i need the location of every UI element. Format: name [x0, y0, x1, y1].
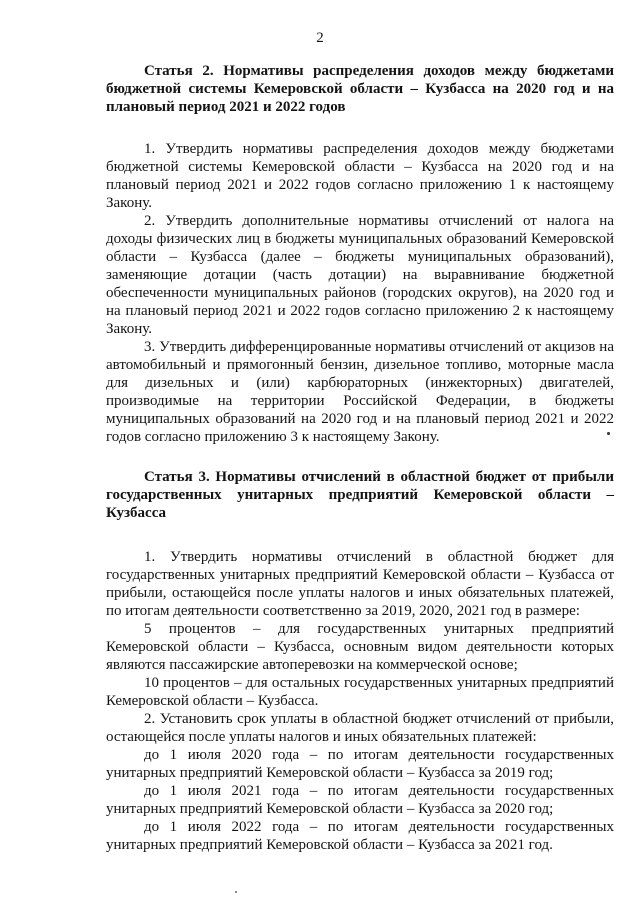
scan-speck [235, 891, 237, 893]
article-2-paragraph-1: 1. Утвердить нормативы распределения доходов между бюджетами бюджетной системы Кемеровской области – Кузбасса на 2020 год и на плановый период 2021 и 2022 годов согласно приложению 1 к настоящему Закону. [106, 141, 614, 211]
article-3-deadline-2022: до 1 июля 2022 года – по итогам деятельности государственных унитарных предприятий Кемеровской области – Кузбасса за 2021 год. [106, 819, 614, 853]
article-2-paragraph-3: 3. Утвердить дифференцированные нормативы отчислений от акцизов на автомобильный и прямогонный бензин, дизельное топливо, моторные масла для дизельных и (или) карбюраторных (инжекторных) двигателей, производимые на территории Российской Федерации, в бюджеты муниципальных образований на 2020 год и на плановый период 2021 и 2022 годов согласно приложению 3 к настоящему Закону. [106, 339, 614, 445]
spacer [106, 446, 614, 468]
spacer [106, 116, 614, 140]
article-3-deadline-2021: до 1 июля 2021 года – по итогам деятельности государственных унитарных предприятий Кемеровской области – Кузбасса за 2020 год; [106, 783, 614, 817]
scan-speck [607, 432, 610, 435]
article-2-title: Статья 2. Нормативы распределения доходов между бюджетами бюджетной системы Кемеровской области – Кузбасса на 2020 год и на плановый период 2021 и 2022 годов [106, 63, 614, 115]
article-3-title: Статья 3. Нормативы отчислений в областной бюджет от прибыли государственных унитарных предприятий Кемеровской области – Кузбасса [106, 469, 614, 521]
spacer [106, 522, 614, 548]
article-3-item-10-percent: 10 процентов – для остальных государственных унитарных предприятий Кемеровской области – Кузбасса. [106, 675, 614, 709]
page-number: 2 [316, 30, 324, 46]
document-body [106, 62, 614, 854]
article-2-paragraph-2: 2. Утвердить дополнительные нормативы отчислений от налога на доходы физических лиц в бюджеты муниципальных образований Кемеровской области – Кузбасса (далее – бюджеты муниципальных образований), заменяющие дотации (часть дотации) на выравнивание бюджетной обеспеченности муниципальных районов (городских округов), на 2020 год и на плановый период 2021 и 2022 годов согласно приложению 2 к настоящему Закону. [106, 213, 614, 337]
article-3-item-5-percent: 5 процентов – для государственных унитарных предприятий Кемеровской области – Кузбасса, основным видом деятельности которых являются пассажирские автоперевозки на коммерческой основе; [106, 621, 614, 673]
article-3-paragraph-2: 2. Установить срок уплаты в областной бюджет отчислений от прибыли, остающейся после уплаты налогов и иных обязательных платежей: [106, 711, 614, 745]
article-3-paragraph-1: 1. Утвердить нормативы отчислений в областной бюджет для государственных унитарных предприятий Кемеровской области – Кузбасса от прибыли, остающейся после уплаты налогов и иных обязательных платежей, по итогам деятельности соответственно за 2019, 2020, 2021 год в размере: [106, 549, 614, 619]
article-3-deadline-2020: до 1 июля 2020 года – по итогам деятельности государственных унитарных предприятий Кемеровской области – Кузбасса за 2019 год; [106, 747, 614, 781]
